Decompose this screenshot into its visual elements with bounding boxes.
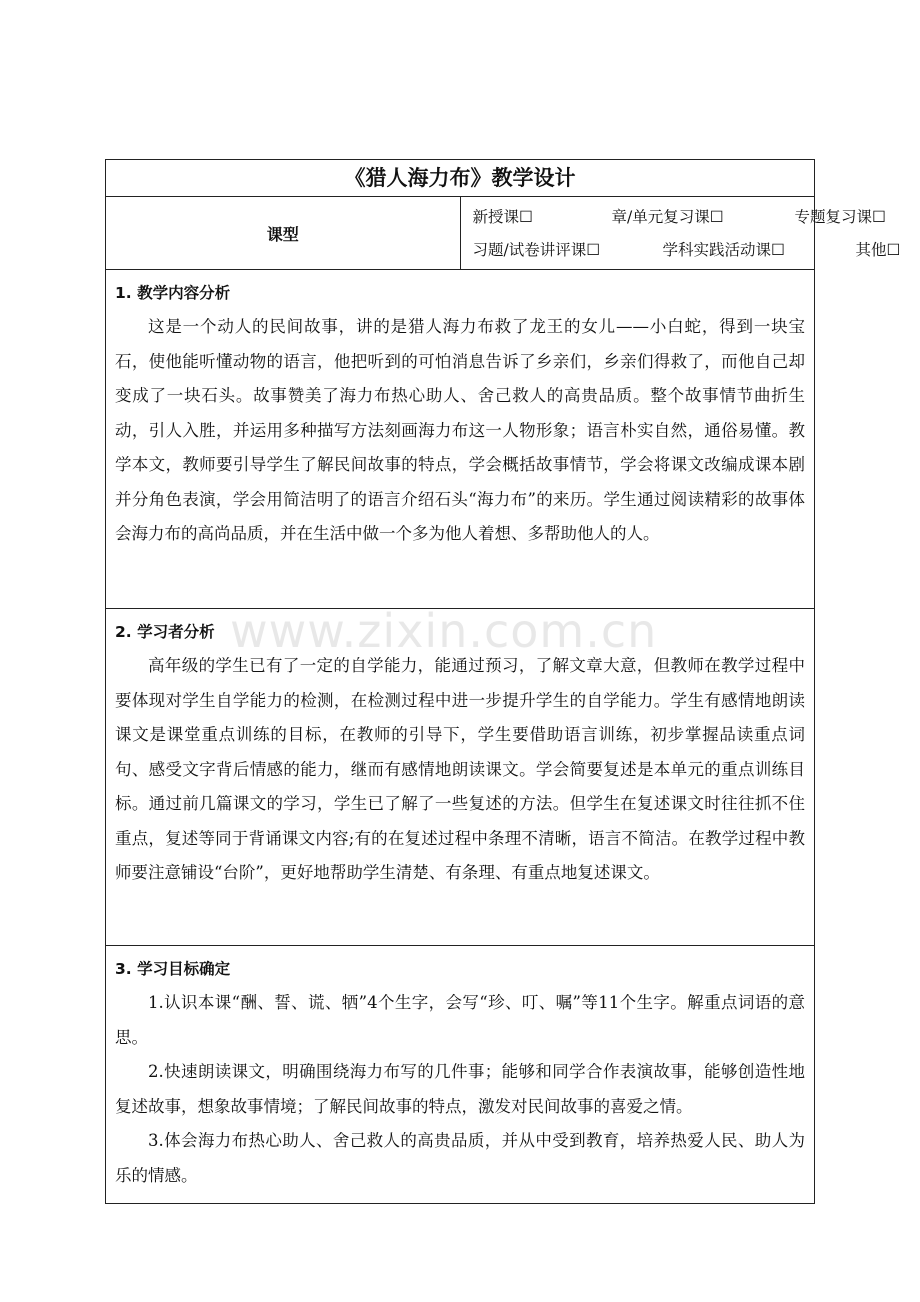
- section-heading: 3. 学习目标确定: [115, 960, 231, 978]
- option-new-lesson: 新授课☐: [472, 208, 533, 226]
- option-practice-activity: 学科实践活动课☐: [662, 241, 785, 259]
- section-paragraph: 高年级的学生已有了一定的自学能力，能通过预习，了解文章大意，但教师在教学过程中要体现对学生自学能力的检测，在检测过程中进一步提升学生的自学能力。学生有感情地朗读课文是课堂重点训练的目标，在教师的引导下，学生要借助语言训练，初步掌握品读重点词句、感受文字背后情感的能力，继而有感情地朗读课文。学会简要复述是本单元的重点训练目标。通过前几篇课文的学习，学生已了解了一些复述的方法。但学生在复述课文时往往抓不住重点，复述等同于背诵课文内容;有的在复述过程中条理不清晰，语言不简洁。在教学过程中教师要注意铺设“台阶”，更好地帮助学生清楚、有条理、有重点地复述课文。: [115, 656, 805, 882]
- option-other: 其他☐: [855, 241, 901, 259]
- option-exercise-review: 习题/试卷讲评课☐: [472, 241, 601, 259]
- section-paragraph: 这是一个动人的民间故事，讲的是猎人海力布救了龙王的女儿——小白蛇，得到一块宝石，使他能听懂动物的语言，他把听到的可怕消息告诉了乡亲们，乡亲们得救了，而他自己却变成了一块石头。故事赞美了海力布热心助人、舍己救人的高贵品质。整个故事情节曲折生动，引人入胜，并运用多种描写方法刻画海力布这一人物形象；语言朴实自然，通俗易懂。教学本文，教师要引导学生了解民间故事的特点，学会概括故事情节，学会将课文改编成课本剧并分角色表演，学会用简洁明了的语言介绍石头“海力布”的来历。学生通过阅读精彩的故事体会海力布的高尚品质，并在生活中做一个多为他人着想、多帮助他人的人。: [115, 317, 805, 543]
- objective-item: 3.体会海力布热心助人、舍己救人的高贵品质，并从中受到教育，培养热爱人民、助人为乐的情感。: [115, 1131, 805, 1185]
- objective-item: 2.快速朗读课文，明确围绕海力布写的几件事；能够和同学合作表演故事，能够创造性地复述故事，想象故事情境；了解民间故事的特点，激发对民间故事的喜爱之情。: [115, 1062, 805, 1116]
- document-title: 《猎人海力布》教学设计: [106, 160, 815, 197]
- option-unit-review: 章/单元复习课☐: [611, 208, 724, 226]
- objective-item: 1.认识本课“酬、誓、谎、牺”4个生字，会写“珍、叮、嘱”等11个生字。解重点词语的意思。: [115, 993, 805, 1047]
- section-heading: 1. 教学内容分析: [115, 284, 231, 302]
- lesson-type-row-2: [472, 234, 901, 267]
- section-learning-objectives: [106, 946, 815, 1204]
- lesson-type-label: 课型: [106, 197, 461, 270]
- document: [105, 159, 901, 1204]
- watermark: www.zixin.com.cn: [230, 604, 658, 658]
- lesson-type-options: [460, 197, 901, 270]
- section-content-analysis: [106, 270, 815, 609]
- section-heading: 2. 学习者分析: [115, 623, 215, 641]
- option-topic-review: 专题复习课☐: [794, 208, 886, 226]
- lesson-plan-table: [105, 159, 901, 1204]
- section-learner-analysis: [106, 609, 815, 946]
- lesson-type-row-1: [472, 201, 886, 234]
